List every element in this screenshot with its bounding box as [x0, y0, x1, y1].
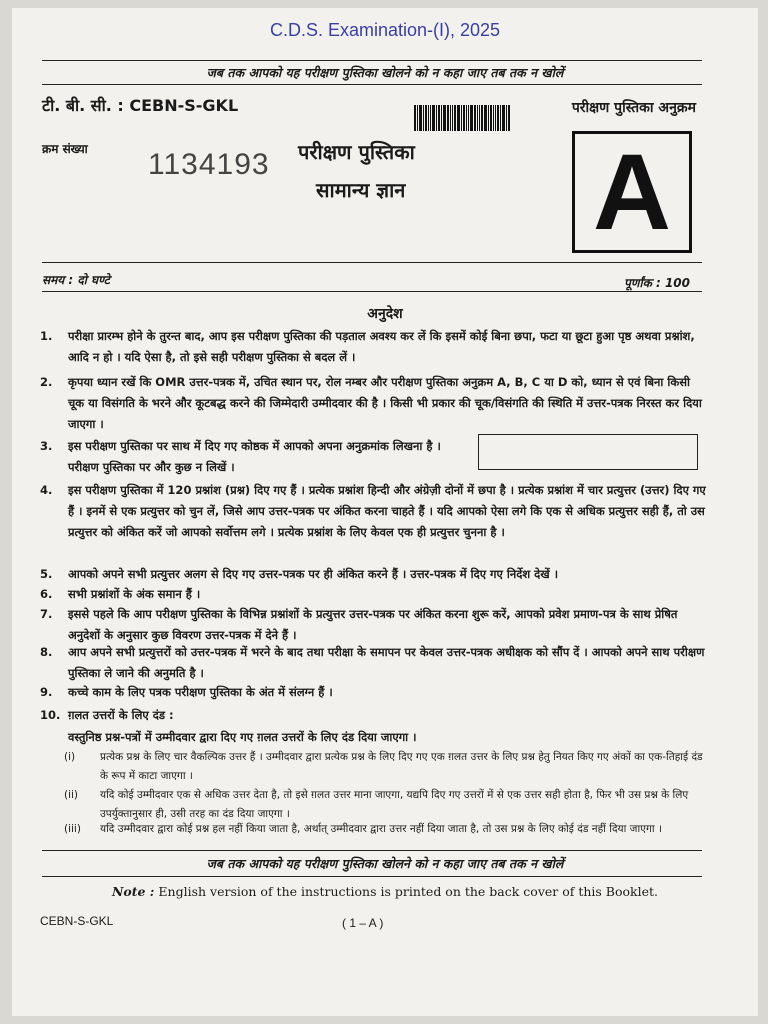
booklet-title: परीक्षण पुस्तिका: [298, 140, 415, 164]
penalty-point-text: यदि उम्मीदवार द्वारा कोई प्रश्न हल नहीं किया जाता है, अर्थात् उम्मीदवार द्वारा उत्तर नहीं दिया जाता है, तो उस प्रश्न के लिए कोई दंड नहीं दिया जाएगा ।: [100, 823, 662, 835]
instruction-text: ग़लत उत्तरों के लिए दंड :: [68, 708, 174, 722]
instruction-item: [40, 584, 706, 605]
tbc-code: टी. बी. सी. : CEBN-S-GKL: [42, 96, 239, 115]
instruction-number: 1.: [40, 329, 53, 343]
instruction-number: 7.: [40, 607, 53, 621]
divider: [42, 262, 702, 263]
instruction-number: 10.: [40, 708, 61, 722]
note-text: English version of the instructions is printed on the back cover of this Booklet.: [154, 884, 659, 899]
instruction-text: कच्चे काम के लिए पत्रक परीक्षण पुस्तिका के अंत में संलग्न हैं ।: [68, 685, 333, 699]
instruction-number: 8.: [40, 645, 53, 659]
penalty-point-text: प्रत्येक प्रश्न के लिए चार वैकल्पिक उत्तर हैं । उम्मीदवार द्वारा प्रत्येक प्रश्न के लिए दिए गए एक ग़लत उत्तर के लिए प्रश्न हेतु नियत किए गए अंकों का एक-तिहाई दंड के रूप में काटा जाएगा ।: [100, 751, 703, 782]
note-label: Note :: [111, 884, 155, 899]
maximum-marks: पूर्णांक : 100: [623, 276, 690, 290]
series-letter-box: A: [572, 131, 692, 253]
instruction-item: [40, 642, 706, 684]
instruction-number: 5.: [40, 567, 53, 581]
exam-title: C.D.S. Examination-(I), 2025: [269, 20, 501, 40]
penalty-point: [64, 748, 706, 786]
divider: [42, 291, 702, 292]
instruction-item: [40, 436, 470, 478]
penalty-point-number: (ii): [64, 789, 79, 801]
penalty-intro-text: वस्तुनिष्ठ प्रश्न-पत्रों में उम्मीदवार द्वारा दिए गए ग़लत उत्तरों के लिए दंड दिया जाएगा ।: [68, 730, 417, 744]
barcode-icon: [414, 105, 536, 131]
instruction-text: आपको अपने सभी प्रत्युत्तर अलग से दिए गए उत्तर-पत्रक पर ही अंकित करने हैं । उत्तर-पत्रक में दिए गए निर्देश देखें ।: [68, 567, 559, 581]
divider: [42, 850, 702, 851]
instruction-item: [40, 564, 706, 585]
instruction-item: [40, 326, 706, 368]
footer-code: CEBN-S-GKL: [40, 914, 114, 928]
penalty-point-number: (i): [64, 751, 76, 763]
instruction-number: 9.: [40, 685, 53, 699]
english-note: [12, 884, 758, 899]
instructions-heading: अनुदेश: [367, 306, 403, 322]
penalty-point: [64, 786, 706, 824]
penalty-point: [64, 820, 706, 839]
instruction-text: कृपया ध्यान रखें कि OMR उत्तर-पत्रक में, उचित स्थान पर, रोल नम्बर और परीक्षण पुस्तिका अनुक्रम A, B, C या D को, ध्यान से एवं बिना किसी चूक या विसंगति के भरने और कूटबद्ध करने की जिम्मेदारी उम्मीदवार की है । किसी भी प्रकार की चूक/विसंगति की स्थिति में उत्तर-पत्रक निरस्त कर दिया जाएगा ।: [68, 375, 702, 431]
serial-label: क्रम संख्या: [42, 142, 88, 156]
instruction-item: [40, 682, 706, 703]
serial-number: 1134193: [148, 148, 270, 181]
instruction-number: 6.: [40, 587, 53, 601]
divider: [42, 60, 702, 61]
instruction-text: इससे पहले कि आप परीक्षण पुस्तिका के विभिन्न प्रश्नांशों के प्रत्युत्तर उत्तर-पत्रक पर अंकित करना शुरू करें, आपको प्रवेश प्रमाण-पत्र के साथ प्रेषित अनुदेशों के अनुसार कुछ विवरण उत्तर-पत्रक में देने हैं ।: [68, 607, 678, 642]
penalty-intro: [40, 727, 706, 748]
instruction-text: परीक्षा प्रारम्भ होने के तुरन्त बाद, आप इस परीक्षण पुस्तिका की पड़ताल अवश्य कर लें कि इसमें कोई बिना छपा, फटा या छूटा हुआ पृष्ठ अथवा प्रश्नांश, आदि न हो । यदि ऐसा है, तो इसे सही परीक्षण पुस्तिका से बदल लें ।: [68, 329, 695, 364]
instruction-item: [40, 372, 706, 435]
instruction-text: इस परीक्षण पुस्तिका में 120 प्रश्नांश (प्रश्न) दिए गए हैं । प्रत्येक प्रश्नांश हिन्दी और अंग्रेज़ी दोनों में छपा है । प्रत्येक प्रश्नांश में चार प्रत्युत्तर (उत्तर) दिए गए हैं । इनमें से एक प्रत्युत्तर को चुन लें, जिसे आप उत्तर-पत्रक पर अंकित करना चाहते हैं । यदि आपको ऐसा लगे कि एक से अधिक प्रत्युत्तर सही हैं, तो उस प्रत्युत्तर को अंकित करें जो आपको सर्वोत्तम लगे । प्रत्येक प्रश्नांश के लिए केवल एक ही प्रत्युत्तर चुनना है ।: [68, 483, 706, 539]
time-allowed: समय : दो घण्टे: [42, 273, 110, 287]
instruction-item: [40, 604, 706, 646]
series-label: परीक्षण पुस्तिका अनुक्रम: [571, 100, 696, 116]
subject-title: सामान्य ज्ञान: [316, 178, 406, 202]
divider: [42, 84, 702, 85]
instruction-text: सभी प्रश्नांशों के अंक समान हैं ।: [68, 587, 201, 601]
instruction-text: इस परीक्षण पुस्तिका पर साथ में दिए गए कोष्ठक में आपको अपना अनुक्रमांक लिखना है । परीक्षण पुस्तिका पर और कुछ न लिखें ।: [68, 439, 441, 474]
instruction-number: 4.: [40, 483, 53, 497]
instruction-text: आप अपने सभी प्रत्युत्तरों को उत्तर-पत्रक में भरने के बाद तथा परीक्षा के समापन पर केवल उत्तर-पत्रक अधीक्षक को सौंप दें । आपको अपने साथ परीक्षण पुस्तिका ले जाने की अनुमति है ।: [68, 645, 705, 680]
penalty-point-text: यदि कोई उम्मीदवार एक से अधिक उत्तर देता है, तो इसे ग़लत उत्तर माना जाएगा, यद्यपि दिए गए उत्तरों में से एक उत्तर सही होता है, फिर भी उस प्रश्न के लिए उपर्युक्तानुसार ही, उसी तरह का दंड दिया जाएगा ।: [100, 789, 689, 820]
roll-number-box[interactable]: [478, 434, 698, 470]
instruction-number: 3.: [40, 439, 53, 453]
divider: [42, 876, 702, 877]
warning-bottom: जब तक आपको यह परीक्षण पुस्तिका खोलने को न कहा जाए तब तक न खोलें: [206, 856, 564, 871]
booklet-cover: [12, 8, 758, 1016]
instruction-number: 2.: [40, 375, 53, 389]
penalty-point-number: (iii): [64, 823, 81, 835]
instruction-item: [40, 480, 706, 543]
page-number: ( 1 – A ): [342, 916, 384, 930]
warning-top: जब तक आपको यह परीक्षण पुस्तिका खोलने को न कहा जाए तब तक न खोलें: [206, 65, 564, 80]
instruction-item: [40, 705, 706, 726]
